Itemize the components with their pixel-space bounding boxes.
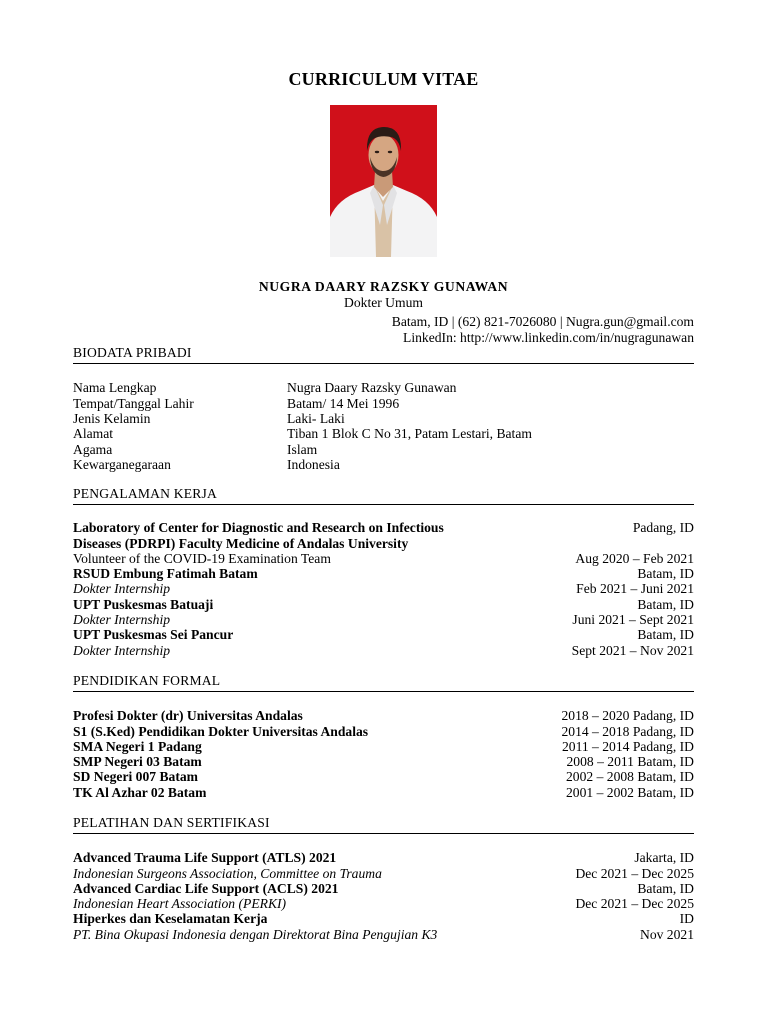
experience-section xyxy=(73,486,694,658)
education-detail: 2014 – 2018 Padang, ID xyxy=(561,723,694,739)
bio-key: Agama xyxy=(73,441,113,457)
experience-role-row xyxy=(73,581,694,596)
experience-org-row xyxy=(73,627,694,642)
education-row xyxy=(73,785,694,800)
education-detail: 2011 – 2014 Padang, ID xyxy=(561,738,694,754)
experience-org: RSUD Embung Fatimah Batam xyxy=(73,566,258,582)
training-issuer: Indonesian Heart Association (PERKI) xyxy=(73,896,287,912)
education-school: SMP Negeri 03 Batam xyxy=(73,754,202,770)
experience-role: Dokter Internship xyxy=(73,581,171,597)
training-period: Dec 2021 – Dec 2025 xyxy=(575,896,694,912)
experience-period: Feb 2021 – Juni 2021 xyxy=(576,581,694,597)
bio-key: Nama Lengkap xyxy=(73,380,157,396)
bio-value: Nugra Daary Razsky Gunawan xyxy=(287,380,457,396)
experience-org-row xyxy=(73,597,694,612)
training-issuer-row xyxy=(73,866,694,881)
training-issuer: Indonesian Surgeons Association, Committee on Trauma xyxy=(73,865,382,881)
experience-location: Batam, ID xyxy=(637,596,694,612)
training-location: ID xyxy=(679,911,694,927)
training-name-row xyxy=(73,850,694,865)
experience-location: Batam, ID xyxy=(637,566,694,582)
cv-page xyxy=(73,0,694,1024)
education-detail: 2008 – 2011 Batam, ID xyxy=(566,754,694,770)
education-detail: 2002 – 2008 Batam, ID xyxy=(566,769,694,785)
bio-key: Tempat/Tanggal Lahir xyxy=(73,395,194,411)
training-name: Advanced Cardiac Life Support (ACLS) 2021 xyxy=(73,880,339,896)
education-row xyxy=(73,739,694,754)
bio-row xyxy=(73,380,694,395)
education-row xyxy=(73,769,694,784)
training-issuer: PT. Bina Okupasi Indonesia dengan Direktorat Bina Pengujian K3 xyxy=(73,926,438,942)
education-row xyxy=(73,754,694,769)
training-name-row xyxy=(73,911,694,926)
linkedin-line: LinkedIn: http://www.linkedin.com/in/nugragunawan xyxy=(403,330,694,345)
training-name: Hiperkes dan Keselamatan Kerja xyxy=(73,911,268,927)
bio-value: Indonesia xyxy=(287,457,340,473)
bio-key: Jenis Kelamin xyxy=(73,411,151,427)
section-heading: PELATIHAN DAN SERTIFIKASI xyxy=(73,815,694,834)
experience-period: Juni 2021 – Sept 2021 xyxy=(572,612,694,628)
document-title: CURRICULUM VITAE xyxy=(288,69,479,89)
experience-period: Aug 2020 – Feb 2021 xyxy=(575,550,694,566)
biodata-section xyxy=(73,345,694,473)
bio-key: Kewarganegaraan xyxy=(73,457,171,473)
experience-org: UPT Puskesmas Sei Pancur xyxy=(73,627,234,643)
full-name: NUGRA DAARY RAZSKY GUNAWAN xyxy=(258,279,509,294)
job-title: Dokter Umum xyxy=(344,295,423,310)
training-issuer-row xyxy=(73,896,694,911)
training-location: Batam, ID xyxy=(637,880,694,896)
education-detail: 2001 – 2002 Batam, ID xyxy=(566,784,694,800)
experience-org-row xyxy=(73,566,694,581)
experience-org-row xyxy=(73,520,694,551)
training-period: Dec 2021 – Dec 2025 xyxy=(575,865,694,881)
bio-value: Laki- Laki xyxy=(287,411,345,427)
experience-period: Sept 2021 – Nov 2021 xyxy=(571,642,694,658)
training-section xyxy=(73,815,694,942)
section-heading: PENGALAMAN KERJA xyxy=(73,486,694,505)
experience-role-row xyxy=(73,551,694,566)
education-row xyxy=(73,708,694,723)
education-school: SMA Negeri 1 Padang xyxy=(73,738,202,754)
experience-role: Dokter Internship xyxy=(73,642,171,658)
bio-value: Batam/ 14 Mei 1996 xyxy=(287,395,400,411)
education-school: SD Negeri 007 Batam xyxy=(73,769,198,785)
training-period: Nov 2021 xyxy=(640,926,694,942)
education-row xyxy=(73,724,694,739)
experience-role: Volunteer of the COVID-19 Examination Team xyxy=(73,550,331,566)
bio-value: Islam xyxy=(287,441,318,457)
education-school: Profesi Dokter (dr) Universitas Andalas xyxy=(73,708,303,724)
training-location: Jakarta, ID xyxy=(634,850,694,866)
experience-location: Batam, ID xyxy=(637,627,694,643)
education-school: S1 (S.Ked) Pendidikan Dokter Universitas Andalas xyxy=(73,723,369,739)
experience-role: Dokter Internship xyxy=(73,612,171,628)
experience-role-row xyxy=(73,612,694,627)
experience-location: Padang, ID xyxy=(632,520,694,536)
bio-key: Alamat xyxy=(73,426,114,442)
bio-row xyxy=(73,396,694,411)
education-school: TK Al Azhar 02 Batam xyxy=(73,784,207,800)
training-name: Advanced Trauma Life Support (ATLS) 2021 xyxy=(73,850,337,866)
section-heading: PENDIDIKAN FORMAL xyxy=(73,673,694,692)
bio-row xyxy=(73,457,694,472)
bio-row xyxy=(73,411,694,426)
education-section xyxy=(73,673,694,800)
bio-value: Tiban 1 Blok C No 31, Patam Lestari, Batam xyxy=(287,426,532,442)
education-detail: 2018 – 2020 Padang, ID xyxy=(561,708,694,724)
training-name-row xyxy=(73,881,694,896)
experience-org: UPT Puskesmas Batuaji xyxy=(73,596,214,612)
profile-photo xyxy=(330,105,437,257)
bio-row xyxy=(73,426,694,441)
contact-line: Batam, ID | (62) 821-7026080 | Nugra.gun@gmail.com xyxy=(391,314,694,329)
experience-org: Laboratory of Center for Diagnostic and Research on Infectious Diseases (PDRPI) Faculty Medicine of Andalas University xyxy=(73,520,444,551)
section-heading: BIODATA PRIBADI xyxy=(73,345,694,364)
bio-row xyxy=(73,442,694,457)
experience-role-row xyxy=(73,643,694,658)
training-issuer-row xyxy=(73,927,694,942)
